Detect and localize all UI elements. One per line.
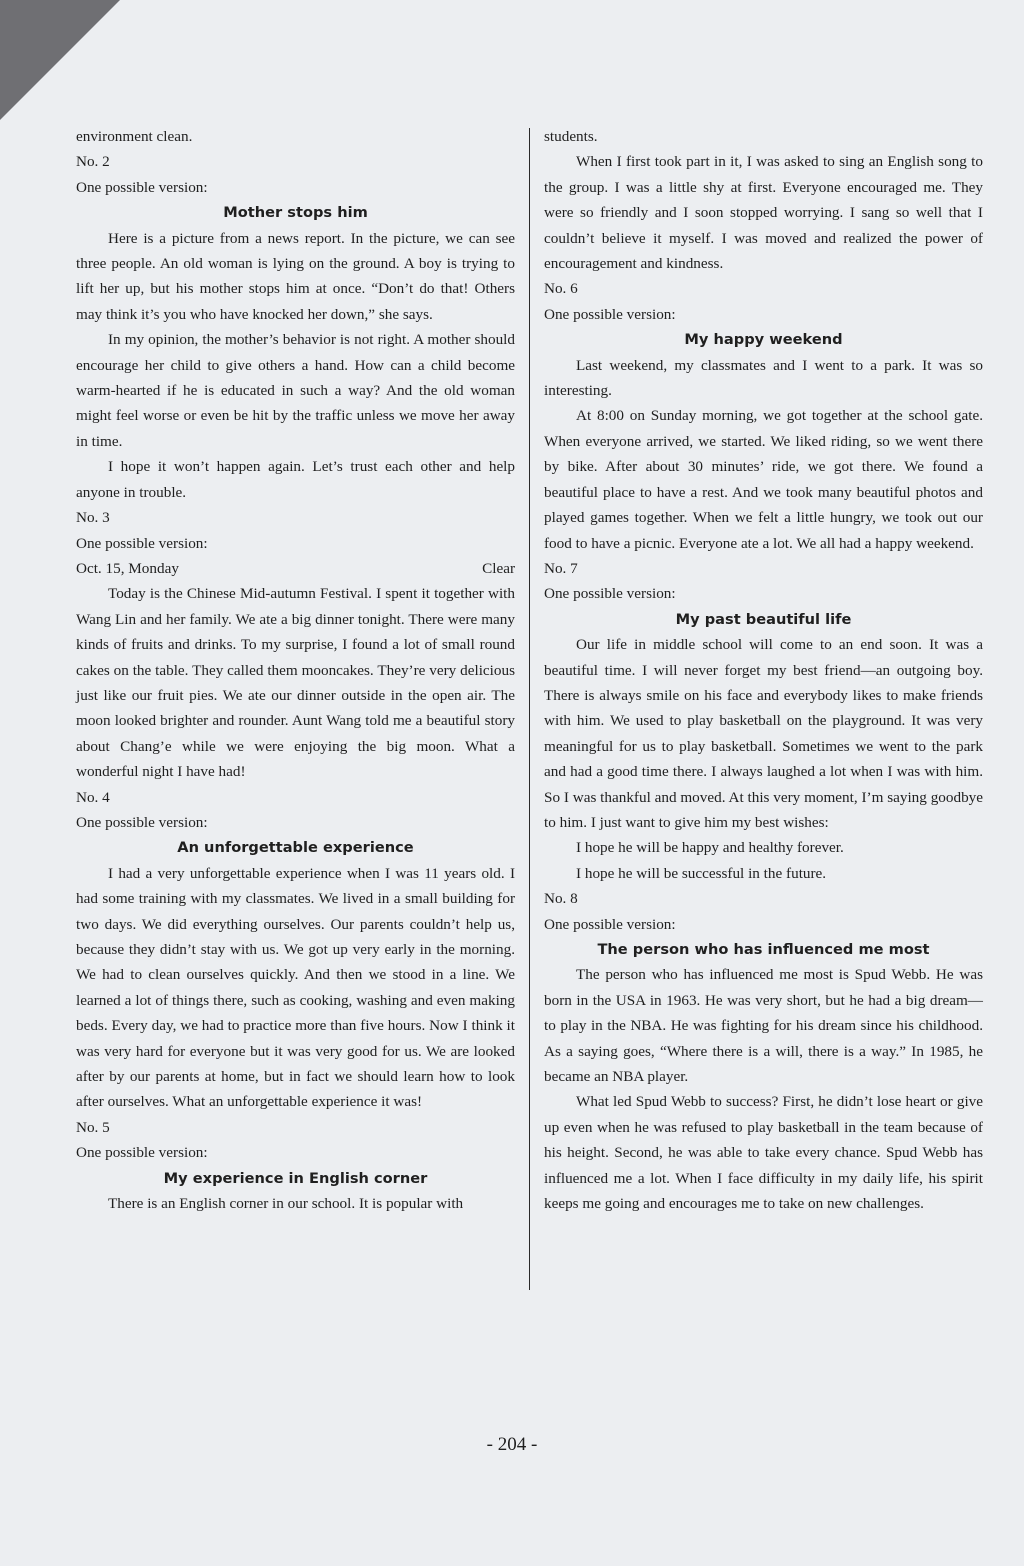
item-number: No. 3: [76, 509, 110, 527]
essay-title: The person who has influenced me most: [597, 941, 930, 958]
version-label: One possible version:: [544, 585, 676, 603]
version-label: One possible version:: [76, 1144, 208, 1162]
version-label: One possible version:: [544, 915, 676, 933]
paragraph: The person who has influenced me most is Spud Webb. He was born in the USA in 1963. He was very short, but he had a big dream—to play in the NBA. He was fighting for his dream since his childhood. As a saying goes, “Where there is a will, there is a way.” In 1985, he became an NBA player.: [544, 966, 983, 1086]
essay-title: Mother stops him: [223, 204, 368, 222]
paragraph: Today is the Chinese Mid-autumn Festival. I spent it together with Wang Lin and her family. We ate a big dinner tonight. There were many kinds of fruits and drinks. To my surprise, I found a lot of small round cakes on the table. They called them mooncakes. They’re very delicious just like our fruit pies. We ate our dinner outside in the open air. The moon looked brighter and rounder. Aunt Wang told me a beautiful story about Chang’e while we were enjoying the big moon. What a wonderful night I have had!: [76, 585, 515, 781]
paragraph: When I first took part in it, I was asked to sing an English song to the group. I was a little shy at first. Everyone encouraged me. They were so friendly and I soon stopped worrying. I sang so well that I couldn’t believe it myself. I was moved and realized the power of encouragement and kindness.: [544, 153, 983, 273]
version-label: One possible version:: [76, 534, 208, 552]
essay-title: My happy weekend: [684, 331, 843, 349]
diary-weather: Clear: [482, 559, 515, 577]
right-column: [544, 124, 983, 1216]
folded-corner: [0, 0, 120, 120]
diary-date: Oct. 15, Monday: [76, 559, 179, 577]
page-number: - 204 -: [486, 1434, 538, 1455]
essay-title: My experience in English corner: [163, 1169, 428, 1187]
item-number: No. 8: [544, 890, 578, 908]
paragraph: There is an English corner in our school. It is popular with: [108, 1195, 464, 1213]
item-number: No. 2: [76, 153, 110, 171]
item-number: No. 6: [544, 280, 578, 298]
column-divider: [529, 128, 530, 1290]
paragraph: Our life in middle school will come to an end soon. It was a beautiful time. I will never forget my best friend—an outgoing boy. There is always smile on his face and everybody likes to make friends with him. We used to play basketball on the playground. It was very meaningful for us to play basketball. Sometimes we went to the park and had a good time there. I always laughed a lot when I was with him. So I was thankful and moved. At this very moment, I’m saying goodbye to him. I just want to give him my best wishes:: [544, 636, 983, 831]
item-number: No. 5: [76, 1118, 110, 1136]
paragraph: I hope he will be successful in the future.: [576, 864, 827, 882]
text-line: students.: [544, 128, 598, 145]
paragraph: At 8:00 on Sunday morning, we got together at the school gate. When everyone arrived, we started. We liked riding, so we went there by bike. After about 30 minutes’ ride, we got there. We found a beautiful place to have a rest. And we took many beautiful photos and played games together. When we felt a little hungry, we took out our food to have a picnic. Everyone ate a lot. We all had a happy weekend.: [544, 407, 983, 552]
paragraph: I had a very unforgettable experience when I was 11 years old. I had some training with my classmates. We lived in a small building for two days. We did everything ourselves. Our parents couldn’t help us, because they didn’t stay with us. We got up very early in the morning. We had to clean ourselves quickly. And then we stood in a line. We learned a lot of things there, such as cooking, washing and even making beds. Every day, we had to practice more than five hours. Now I think it was very hard for everyone but it was very good for us. We are looked after by our parents at home, but in fact we should learn how to look after ourselves. What an unforgettable experience it was!: [76, 864, 515, 1111]
item-number: No. 7: [544, 559, 578, 577]
paragraph: In my opinion, the mother’s behavior is not right. A mother should encourage her child to give others a hand. How can a child become warm-hearted if he is educated in such a way? And the old woman might feel worse or even be hit by the traffic unless we move her away in time.: [76, 331, 515, 450]
item-number: No. 4: [76, 788, 110, 806]
essay-title: An unforgettable experience: [177, 839, 414, 857]
diary-dateline: [76, 556, 515, 581]
paragraph: Here is a picture from a news report. In the picture, we can see three people. An old woman is lying on the ground. A boy is trying to lift her up, but his mother stops him at once. “Don’t do that! Others may think it’s you who have knocked her down,” she says.: [76, 229, 515, 323]
paragraph: Last weekend, my classmates and I went to a park. It was so interesting.: [544, 356, 983, 400]
left-column: [76, 124, 515, 1216]
paragraph: I hope he will be happy and healthy forever.: [576, 839, 844, 857]
essay-title: My past beautiful life: [675, 610, 852, 628]
version-label: One possible version:: [76, 813, 208, 831]
paragraph: What led Spud Webb to success? First, he didn’t lose heart or give up even when he was refused to play basketball in the team because of his height. Second, he was able to take every chance. Spud Webb has influenced me a lot. When I face difficulty in my daily life, his spirit keeps me going and encourages me to take on new challenges.: [544, 1093, 983, 1213]
paragraph: I hope it won’t happen again. Let’s trust each other and help anyone in trouble.: [76, 458, 515, 501]
text-line: environment clean.: [76, 128, 193, 145]
version-label: One possible version:: [544, 305, 676, 323]
version-label: One possible version:: [76, 178, 208, 196]
